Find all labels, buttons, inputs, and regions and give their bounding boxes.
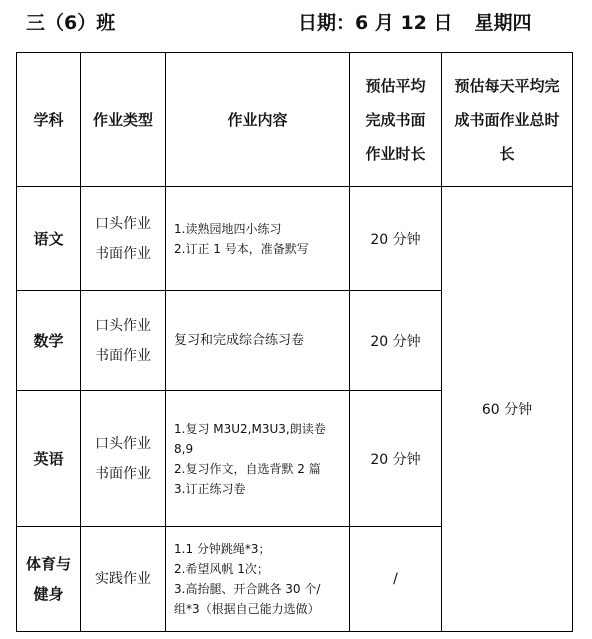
duration-cell: 20 分钟 bbox=[350, 291, 442, 391]
header-content: 作业内容 bbox=[166, 53, 350, 187]
type-cell bbox=[81, 527, 166, 632]
type-cell bbox=[81, 291, 166, 391]
content-cell bbox=[166, 527, 350, 632]
header-total bbox=[442, 53, 573, 187]
header-duration-line: 预估平均 bbox=[365, 76, 426, 95]
table-header-row bbox=[17, 53, 573, 187]
subject-label: 体育与 bbox=[25, 555, 71, 573]
content-line: 3.订正练习卷 bbox=[174, 481, 246, 496]
content-line: 2.希望风帆 1次； bbox=[174, 562, 269, 576]
subject-label: 数学 bbox=[33, 331, 64, 350]
header-total-line: 长 bbox=[499, 144, 515, 163]
header-subject: 学科 bbox=[17, 53, 81, 187]
subject-label: 语文 bbox=[33, 229, 64, 248]
weekday-label: 星期四 bbox=[474, 12, 532, 34]
duration-cell: 20 分钟 bbox=[350, 391, 442, 527]
type-label: 书面作业 bbox=[95, 347, 151, 364]
content-cell bbox=[166, 291, 350, 391]
content-line: 8,9 bbox=[174, 441, 194, 456]
content-cell bbox=[166, 187, 350, 291]
header-duration bbox=[350, 53, 442, 187]
subject-cell bbox=[17, 291, 81, 391]
content-line: 3.高抬腿、开合跳各 30 个/ bbox=[174, 582, 321, 596]
subject-cell bbox=[17, 187, 81, 291]
subject-cell bbox=[17, 527, 81, 632]
content-line: 2.复习作文，自选背默 2 篇 bbox=[174, 461, 321, 476]
content-cell bbox=[166, 391, 350, 527]
header-duration-line: 作业时长 bbox=[365, 144, 426, 163]
homework-table bbox=[16, 52, 573, 632]
type-label: 口头作业 bbox=[95, 215, 151, 232]
type-label: 口头作业 bbox=[95, 435, 151, 452]
header-total-line: 成书面作业总时 bbox=[454, 110, 560, 129]
duration-cell: / bbox=[350, 527, 442, 632]
type-cell bbox=[81, 187, 166, 291]
total-cell: 60 分钟 bbox=[442, 187, 573, 632]
subject-cell bbox=[17, 391, 81, 527]
type-label: 口头作业 bbox=[95, 317, 151, 334]
type-label: 书面作业 bbox=[95, 465, 151, 482]
page-header bbox=[0, 0, 592, 44]
content-line: 组*3（根据自己能力选做） bbox=[174, 602, 320, 616]
header-total-line: 预估每天平均完 bbox=[454, 76, 560, 95]
content-line: 1.1 分钟跳绳*3； bbox=[174, 542, 271, 556]
subject-label: 英语 bbox=[33, 449, 64, 468]
content-line: 复习和完成综合练习卷 bbox=[174, 332, 305, 348]
content-line: 1.复习 M3U2,M3U3,朗读卷 bbox=[174, 421, 326, 436]
class-name: 三（6）班 bbox=[26, 12, 116, 34]
content-line: 2.订正 1 号本，准备默写 bbox=[174, 241, 309, 256]
duration-cell: 20 分钟 bbox=[350, 187, 442, 291]
table-row bbox=[17, 187, 573, 291]
subject-label: 健身 bbox=[33, 585, 64, 603]
date-label: 日期：6 月 12 日 bbox=[298, 12, 453, 34]
date-group bbox=[298, 8, 532, 35]
type-label: 实践作业 bbox=[95, 571, 151, 587]
header-type: 作业类型 bbox=[81, 53, 166, 187]
content-line: 1.读熟园地四小练习 bbox=[174, 221, 282, 236]
type-label: 书面作业 bbox=[95, 245, 151, 262]
header-duration-line: 完成书面 bbox=[365, 110, 426, 129]
type-cell bbox=[81, 391, 166, 527]
